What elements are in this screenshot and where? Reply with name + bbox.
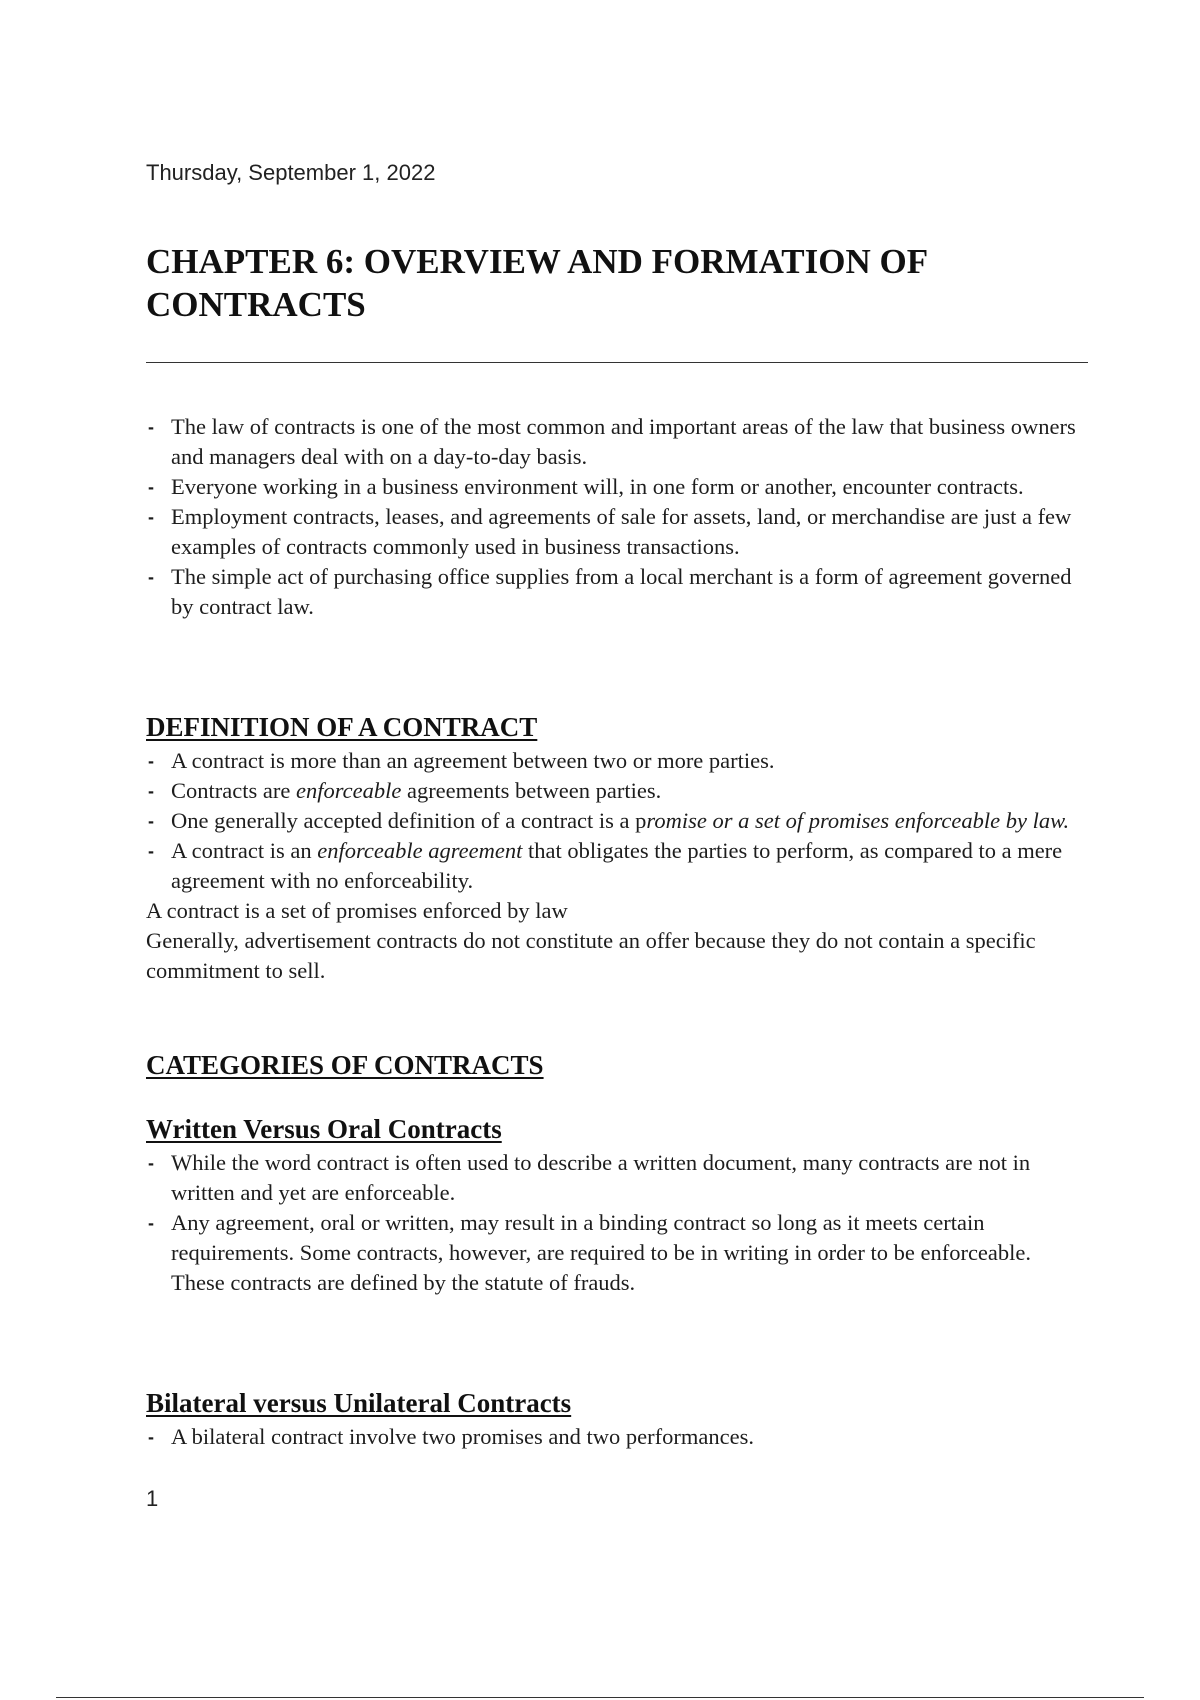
list-item [146,836,1086,896]
page-bottom-divider [56,1697,1144,1698]
bullet-text-post: that obligates the parties to perform, as compared to a mere agreement with no enforceability. [171,838,1063,893]
subsection-heading-written-oral: Written Versus Oral Contracts [146,1114,502,1144]
bullet-text-pre: One generally accepted definition of a contract is a p [171,808,647,833]
bullet-dash: - [148,477,154,497]
bilateral-bullet-list [146,1422,1086,1452]
bullet-dash: - [148,507,154,527]
document-date: Thursday, September 1, 2022 [146,160,436,185]
bullet-dash: - [148,1153,154,1173]
list-item [146,806,1086,836]
bullet-text: A contract is more than an agreement between two or more parties. [171,748,775,773]
intro-bullet-list [146,412,1086,622]
list-item [146,1422,1086,1452]
intro-section [146,412,1086,622]
written-oral-bullet-list [146,1148,1086,1298]
bullet-text-emphasis: enforceable agreement [317,838,523,863]
bullet-dash: - [148,751,154,771]
bullet-text: Employment contracts, leases, and agreements of sale for assets, land, or merchandise are just a few examples of contracts commonly used in business transactions. [171,504,1072,559]
bullet-text: Everyone working in a business environment will, in one form or another, encounter contracts. [171,474,1024,499]
bullet-dash: - [148,811,154,831]
subsection-heading-bilateral: Bilateral versus Unilateral Contracts [146,1388,572,1418]
bullet-text-emphasis: romise or a set of promises enforceable by law. [646,808,1070,833]
list-item [146,1148,1086,1208]
bullet-dash: - [148,781,154,801]
bullet-text: While the word contract is often used to describe a written document, many contracts are not in written and yet are enforceable. [171,1150,1031,1205]
section-heading-categories: CATEGORIES OF CONTRACTS [146,1050,544,1080]
list-item [146,502,1086,562]
written-oral-section [146,1112,1086,1298]
bullet-dash: - [148,1427,154,1447]
bullet-text: A bilateral contract involve two promises and two performances. [171,1424,754,1449]
bullet-text-post: agreements between parties. [401,778,662,803]
list-item [146,562,1086,622]
bilateral-section [146,1386,1086,1452]
bullet-text: Any agreement, oral or written, may result in a binding contract so long as it meets certain requirements. Some contracts, however, are required to be in writing in order to be enforceable. These contracts are defined by the statute of frauds. [171,1210,1032,1295]
bullet-dash: - [148,567,154,587]
bullet-text: The simple act of purchasing office supplies from a local merchant is a form of agreement governed by contract law. [171,564,1072,619]
page-number: 1 [146,1486,159,1511]
definition-note: A contract is a set of promises enforced by law [146,898,568,923]
list-item [146,412,1086,472]
list-item [146,1208,1086,1298]
bullet-text-pre: A contract is an [171,838,318,863]
definition-bullet-list [146,746,1086,896]
bullet-dash: - [148,1213,154,1233]
bullet-text: The law of contracts is one of the most common and important areas of the law that business owners and managers deal with on a day-to-day basis. [171,414,1076,469]
title-divider [146,362,1088,363]
categories-section [146,1048,1086,1084]
section-heading-definition: DEFINITION OF A CONTRACT [146,712,538,742]
definition-note: Generally, advertisement contracts do not constitute an offer because they do not contain a specific commitment to sell. [146,928,1036,983]
list-item [146,746,1086,776]
chapter-title: CHAPTER 6: OVERVIEW AND FORMATION OF CONTRACTS [146,242,927,324]
bullet-text-emphasis: enforceable [295,778,402,803]
list-item [146,472,1086,502]
list-item [146,776,1086,806]
bullet-dash: - [148,841,154,861]
bullet-text-pre: Contracts are [171,778,296,803]
bullet-dash: - [148,417,154,437]
definition-section [146,710,1086,986]
